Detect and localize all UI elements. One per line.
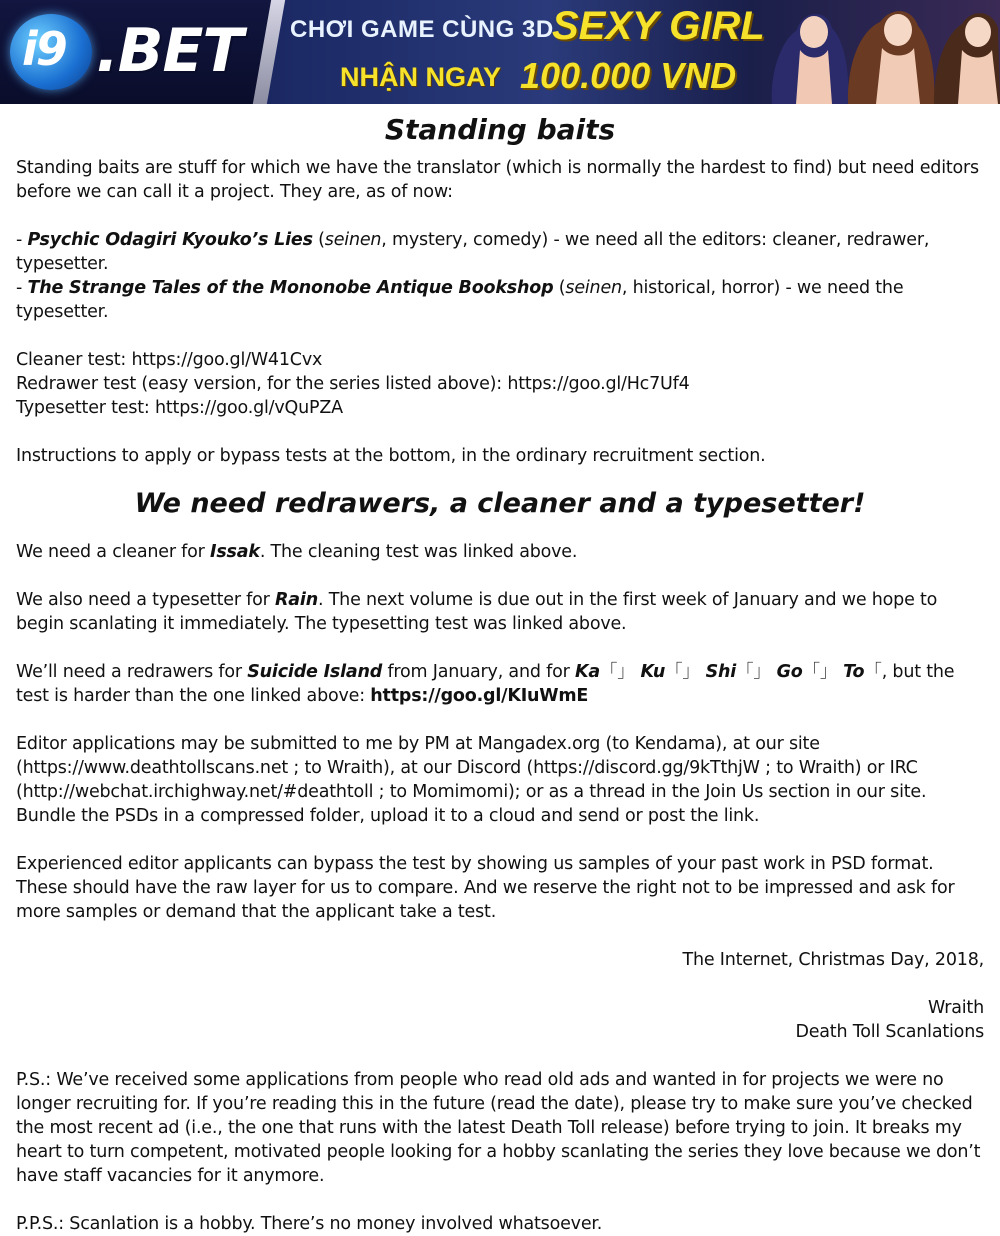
logo-mark: i9	[22, 22, 66, 76]
hard-test-link[interactable]: https://goo.gl/KIuWmE	[370, 686, 589, 706]
application-paragraph: Editor applications may be submitted to me by PM at Mangadex.org (to Kendama), at our site (https://www.deathtollscans.net ; to Wraith), at our Discord (https://discord.gg/9kTthjW ; to Wraith) or IRC (http://webchat.irchighway.net/#deathtoll ; to Momimomi); or as a thread in the Join Us section in our site. Bundle the PSDs in a compressed folder, upload it to a cloud and send or post the link.	[16, 734, 927, 826]
series-title: Psychic Odagiri Kyouko’s Lies	[27, 230, 313, 250]
typesetter-paragraph: We also need a typesetter for Rain. The next volume is due out in the first week of January and we hope to begin scanlating it immediately. The typesetting test was linked above.	[16, 590, 938, 634]
need-section-title: We need redrawers, a cleaner and a typesetter!	[134, 488, 866, 519]
standing-baits-title: Standing baits	[384, 113, 616, 146]
typesetter-test-link[interactable]: Typesetter test: https://goo.gl/vQuPZA	[16, 398, 343, 418]
standing-item: - Psychic Odagiri Kyouko’s Lies (seinen, mystery, comedy) - we need all the editors: cleaner, redrawer, typesetter.	[16, 230, 930, 274]
promo-line2-left: NHẬN NGAY	[340, 62, 502, 92]
signature-group: Death Toll Scanlations	[795, 1022, 984, 1042]
standing-intro: Standing baits are stuff for which we have the translator (which is normally the hardest to find) but need editors before we can call it a project. They are, as of now:	[16, 158, 979, 202]
logo-wordmark: .BET	[96, 16, 243, 86]
promo-line1-right: SEXY GIRL	[552, 4, 765, 48]
promo-line2-right: 100.000 VND	[520, 55, 737, 96]
cleaner-paragraph: We need a cleaner for Issak. The cleaning test was linked above.	[16, 542, 578, 562]
ps-paragraph: P.S.: We’ve received some applications from people who read old ads and wanted in for projects we were no longer recruiting for. If you’re reading this in the future (read the date), please try to make sure you’ve checked the most recent ad (i.e., the one that runs with the latest Death Toll release) before trying to join. It breaks my heart to turn competent, motivated people looking for a hobby scanlating the series they love because we don’t have staff vacancies for it anymore.	[16, 1070, 981, 1186]
redrawer-paragraph: We’ll need a redrawers for Suicide Island from January, and for Ka「」 Ku「」 Shi「」 Go「」 To「, but the test is harder than the one linked above: https://goo.gl/KIuWmE	[16, 662, 955, 706]
ad-banner[interactable]	[0, 0, 1000, 104]
series-title: Ka「」 Ku「」 Shi「」 Go「」 To「	[574, 662, 882, 682]
promo-line1-left: CHƠI GAME CÙNG 3D	[290, 16, 554, 43]
instructions-note: Instructions to apply or bypass tests at the bottom, in the ordinary recruitment section.	[16, 446, 766, 466]
pps-paragraph: P.P.S.: Scanlation is a hobby. There’s no money involved whatsoever.	[16, 1214, 603, 1234]
standing-item: - The Strange Tales of the Mononobe Antique Bookshop (seinen, historical, horror) - we need the typesetter.	[16, 278, 904, 322]
bypass-paragraph: Experienced editor applicants can bypass the test by showing us samples of your past work in PSD format. These should have the raw layer for us to compare. And we reserve the right not to be impressed and ask for more samples or demand that the applicant take a test.	[16, 854, 955, 922]
redrawer-test-link[interactable]: Redrawer test (easy version, for the series listed above): https://goo.gl/Hc7Uf4	[16, 374, 690, 394]
signature-name: Wraith	[927, 998, 984, 1018]
recruitment-article	[16, 104, 984, 1236]
character-illustration-icon	[752, 0, 1000, 104]
cleaner-test-link[interactable]: Cleaner test: https://goo.gl/W41Cvx	[16, 350, 323, 370]
series-title: The Strange Tales of the Mononobe Antique Bookshop	[27, 278, 554, 298]
signature-date: The Internet, Christmas Day, 2018,	[682, 950, 984, 970]
